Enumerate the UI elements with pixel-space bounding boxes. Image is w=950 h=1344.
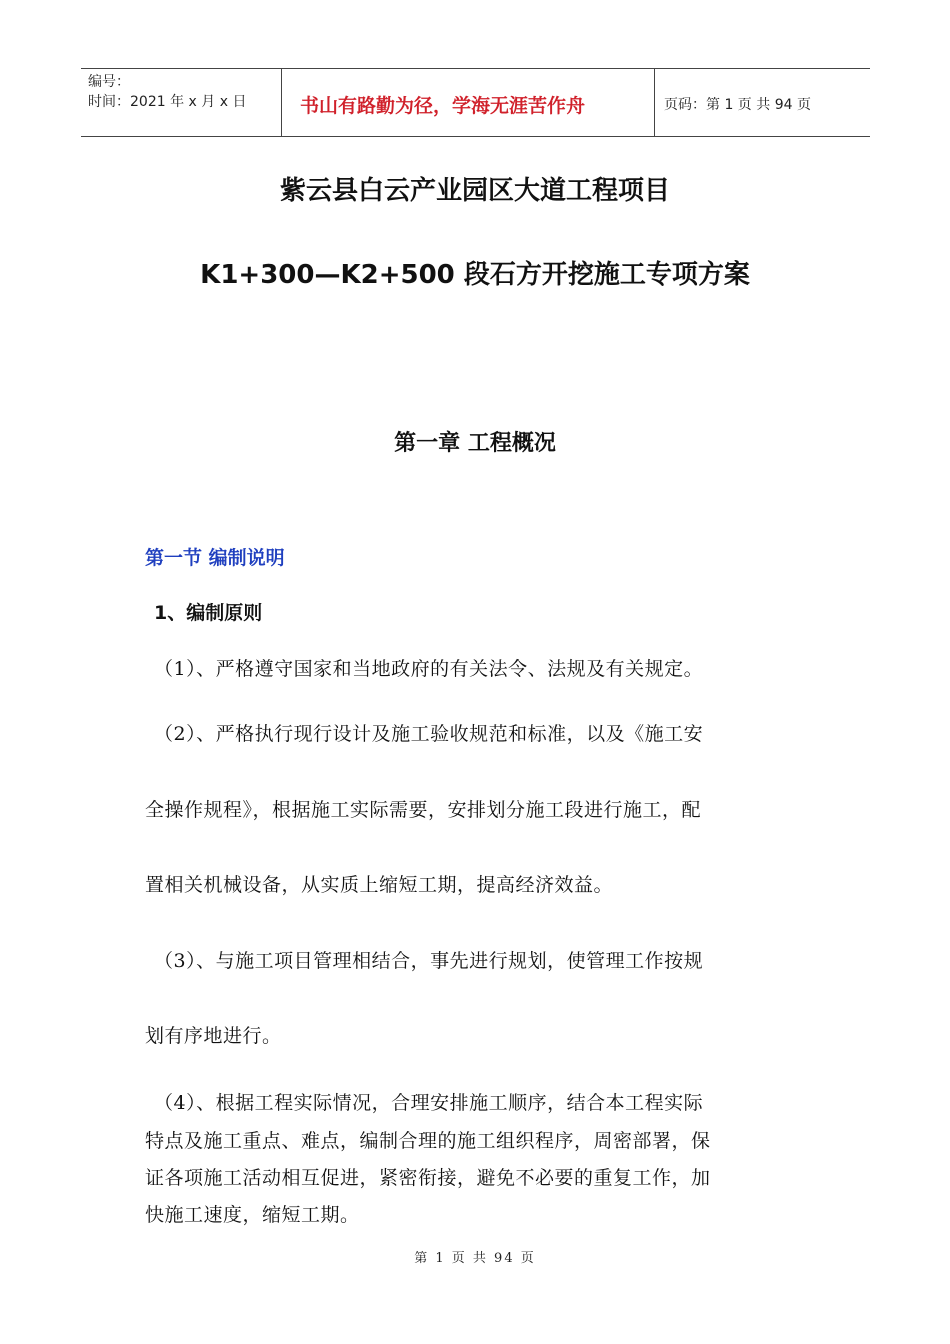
document-subtitle: K1+300—K2+500 段石方开挖施工专项方案	[200, 260, 750, 290]
document-title: 紫云县白云产业园区大道工程项目	[279, 176, 670, 206]
paragraph-line: 快施工速度，缩短工期。	[145, 1204, 360, 1226]
paragraph-line: 特点及施工重点、难点，编制合理的施工组织程序，周密部署，保	[145, 1130, 711, 1152]
header-top-border	[81, 68, 870, 69]
page-footer: 第 1 页 共 94 页	[414, 1251, 536, 1266]
header-divider	[654, 68, 655, 136]
header-divider	[281, 68, 282, 136]
paragraph-line: 置相关机械设备，从实质上缩短工期，提高经济效益。	[145, 874, 614, 896]
paragraph-line: 证各项施工活动相互促进，紧密衔接，避免不必要的重复工作，加	[145, 1167, 711, 1189]
subsection-heading: 1、编制原则	[154, 602, 263, 624]
paragraph-line: （3）、与施工项目管理相结合，事先进行规划，使管理工作按规	[154, 950, 704, 972]
paragraph-line: 划有序地进行。	[145, 1025, 282, 1047]
code-label: 编号：	[88, 74, 130, 90]
date-label: 时间：2021 年 x 月 x 日	[88, 94, 247, 110]
page-label: 页码：第 1 页 共 94 页	[664, 97, 811, 113]
chapter-heading: 第一章 工程概况	[394, 431, 556, 456]
section-heading: 第一节 编制说明	[145, 547, 285, 569]
paragraph-line: （4）、根据工程实际情况，合理安排施工顺序，结合本工程实际	[154, 1092, 704, 1114]
motto-text: 书山有路勤为径，学海无涯苦作舟	[300, 95, 586, 117]
paragraph-line: 全操作规程》，根据施工实际需要，安排划分施工段进行施工，配	[145, 799, 702, 821]
paragraph-line: （1）、严格遵守国家和当地政府的有关法令、法规及有关规定。	[154, 658, 704, 680]
paragraph-line: （2）、严格执行现行设计及施工验收规范和标准，以及《施工安	[154, 723, 704, 745]
header-bottom-border	[81, 136, 870, 137]
